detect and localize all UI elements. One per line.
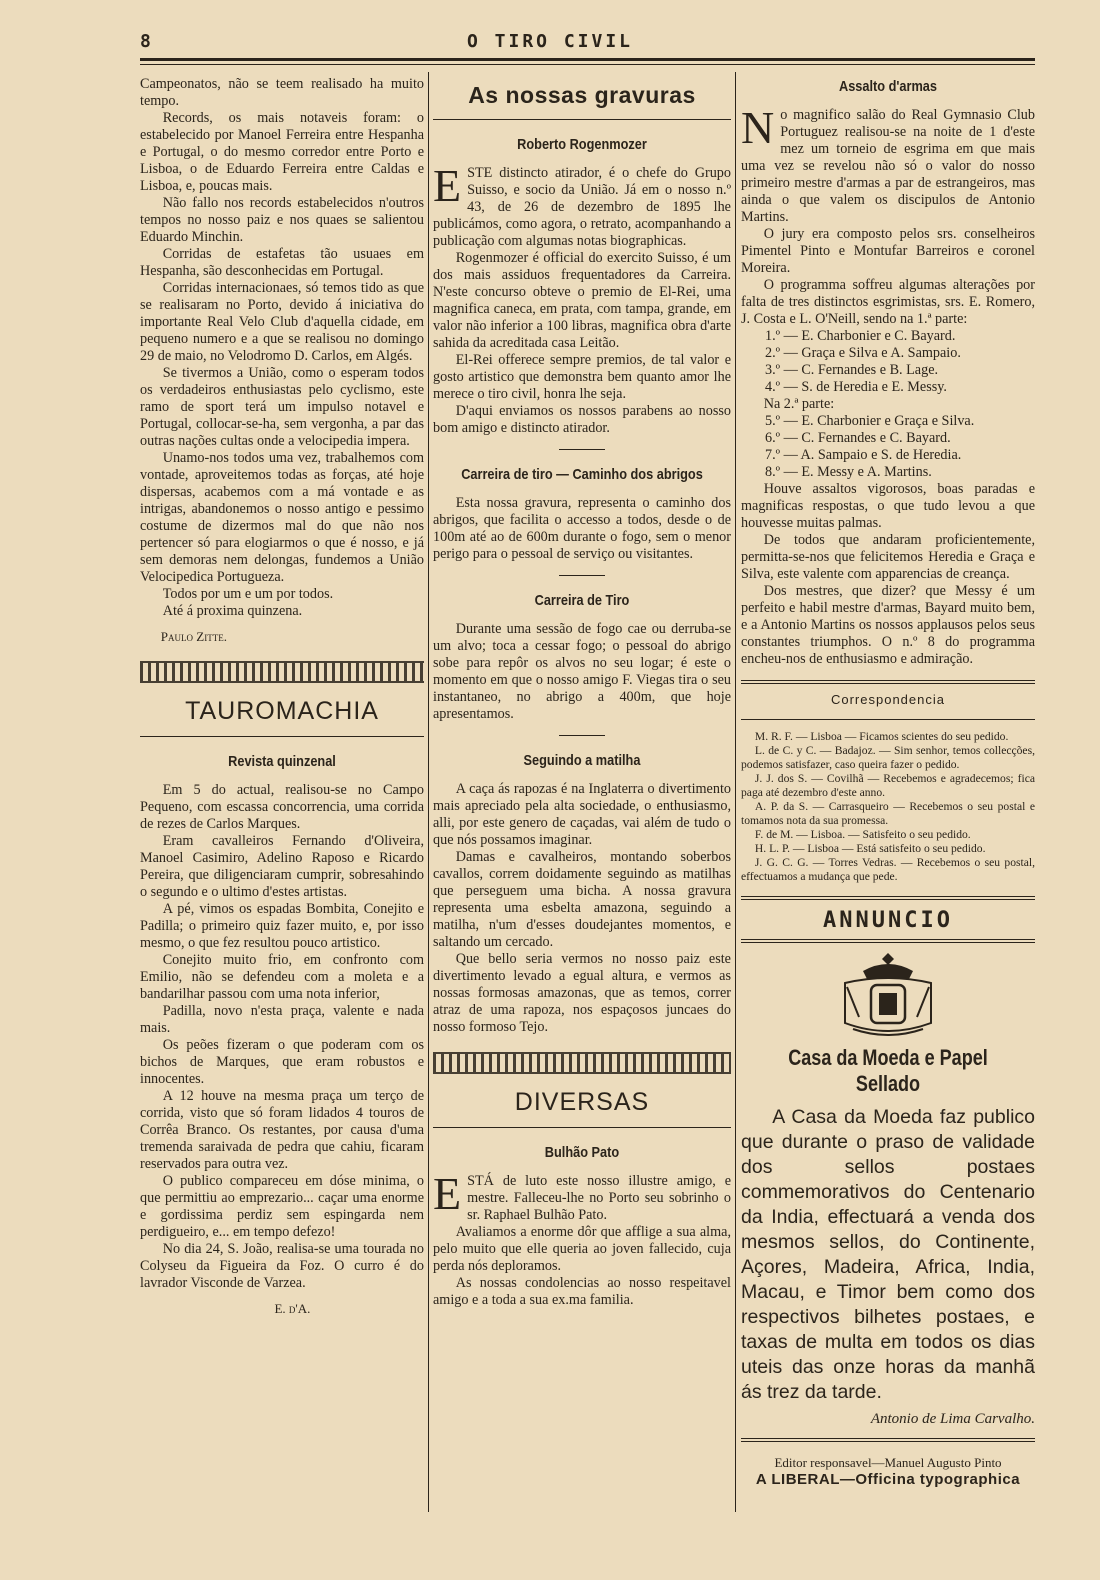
correspondence-item: A. P. da S. — Carrasqueiro — Recebemos o seu postal e tomamos nota da sua promessa. [741,800,1035,827]
paragraph: Que bello seria vermos no nosso paiz este divertimento levado a egual altura, e vermos as nossas formosas amazonas, que as temos, correr atraz de uma rapoza, nos espaçosos juncaes do nosso formoso Tejo. [433,951,731,1035]
drop-cap: N [741,102,775,153]
paragraph: Os peões fizeram o que poderam com os bichos de Marques, que eram robustos e innocentes. [140,1037,424,1087]
paragraph: Eram cavalleiros Fernando d'Oliveira, Manoel Casimiro, Adelino Raposo e Ricardo Pereira, que diligenciaram cumprir, sobresahindo o segundo e o ultimo d'estes artistas. [140,833,424,900]
paragraph [741,102,1035,226]
paragraph-text: o magnifico salão do Real Gymnasio Club Portuguez realisou-se na noite de 1 d'este mez um torneio de esgrima em que mais uma vez se revelou não só o valor do nosso primeiro mestre d'armas a par de estrangeiros, mas ainda o que valem os discipulos de Antonio Martins. [741,107,1035,225]
paragraph: As nossas condolencias ao nosso respeitavel amigo e a toda a sua ex.ma familia. [433,1275,731,1308]
section-title: TAUROMACHIA [185,697,379,725]
correspondence-item: H. L. P. — Lisboa — Está satisfeito o seu pedido. [754,842,986,855]
advertisement-header: ANNUNCIO [823,908,953,933]
subheading: Carreira de Tiro [534,592,630,609]
paragraph: O programma soffreu algumas alterações por falta de tres distinctos esgrimistas, srs. E. Romero, J. Costa e L. O'Neill, sendo na 1.ª parte: [741,277,1035,327]
subheading: Assalto d'armas [838,78,937,95]
divider [433,119,731,120]
column-2 [433,76,731,1309]
list-item: 5.º — E. Charbonier e Graça e Silva. [765,413,975,429]
correspondence-item: F. de M. — Lisboa. — Satisfeito o seu pedido. [754,828,971,841]
advertisement-title: Casa da Moeda e Papel Sellado [788,1045,988,1096]
bout-list-part1 [741,328,1035,396]
paragraph: O jury era composto pelos srs. conselheiros Pimentel Pinto e Montufar Barreiros e coronel Moreira. [741,226,1035,276]
paragraph: De todos que andaram proficientemente, permitta-se-nos que felicitemos Heredia e Graça e Silva, este valente com apparencias de creança. [741,532,1035,582]
paragraph-text: STÁ de luto este nosso illustre amigo, e mestre. Falleceu-lhe no Porto seu sobrinho o sr. Raphael Bulhão Pato. [467,1173,731,1223]
paragraph [433,160,731,250]
page-number: 8 [140,31,152,52]
paragraph-text: STE distincto atirador, é o chefe do Grupo Suisso, e socio da União. Já em o nosso n.º 43, de 26 de dezembro de 1895 lhe publicámos, como agora, o retrato, acompanhando a publicação com algumas notas biographicas. [433,165,731,249]
paragraph: Records, os mais notaveis foram: o estabelecido por Manoel Ferreira entre Hespanha e Portugal, o do mesmo corredor entre Porto e Lisboa, o de Eduardo Ferreira entre Caldas e Lisboa, e, poucas mais. [140,110,424,194]
paragraph: Conejito muito frio, em confronto com Emilio, não se defendeu com a moleta e a bandarilhar passou com uma nota inferior, [140,952,424,1002]
masthead-title: O TIRO CIVIL [466,31,634,52]
subheading: Roberto Rogenmozer [517,136,647,153]
paragraph: D'aqui enviamos os nossos parabens ao nosso bom amigo e distincto atirador. [433,403,731,436]
correspondence-item: M. R. F. — Lisboa — Ficamos scientes do seu pedido. [754,730,1009,743]
paragraph: A caça ás rapozas é na Inglaterra o divertimento mais apreciado pela alta sociedade, o enthusiasmo, alli, por este genero de caçadas, vai além de tudo o que nós possamos imaginar. [433,781,731,848]
paragraph: A Casa da Moeda faz publico que durante o praso de validade dos sellos postaes commemorativos do Centenario da India, effectuará a venda dos mesmos sellos, do Continente, Açores, Madeira, Africa, India, Macau, e Timor bem como dos respectivos bilhetes postaes, e taxas de multa em todos os dias uteis das onze horas da manhã ás trez da tarde. [741,1106,1035,1403]
section-title: As nossas gravuras [468,82,696,108]
list-item: 8.º — E. Messy e A. Martins. [765,464,932,480]
paragraph: El-Rei offerece sempre premios, de tal valor e gosto artistico que demonstra bem quanto amor lhe merece o tiro civil, honra lhe seja. [433,352,731,402]
correspondence-title: Correspondencia [830,692,945,707]
divider [741,719,1035,720]
list-item: 2.º — Graça e Silva e A. Sampaio. [765,345,961,361]
double-rule [741,939,1035,943]
divider [559,575,605,576]
paragraph: Se tivermos a União, como o esperam todos os verdadeiros enthusiastas pelo cyclismo, este ramo de sport terá um impulso notavel e Portugal, collocar-se-ha, sem vergonha, a par das outras nações cultas onde a velocipedia impera. [140,365,424,449]
column-3 [741,76,1035,1488]
paragraph: Avaliamos a enorme dôr que afflige a sua alma, pelo muito que elle queria ao joven fallecido, cuja perda nós deploramos. [433,1224,731,1274]
header-rule-thin [140,64,1035,65]
paragraph: Até á proxima quinzena. [162,603,303,619]
author-signature: E. d'A. [274,1301,311,1316]
paragraph: Campeonatos, não se teem realisado ha muito tempo. [140,76,424,109]
bout-list-part2 [741,413,1035,481]
divider [559,735,605,736]
editor-line: Editor responsavel—Manuel Augusto Pinto [774,1455,1002,1470]
subheading: Seguindo a matilha [523,752,641,769]
paragraph: Durante uma sessão de fogo cae ou derruba-se um alvo; toca a cessar fogo; o pessoal do abrigo sobe para repôr os alvos no seu logar; é este o momento em que o nosso amigo F. Viegas tira o seu instantaneo, no abrigo a 400m, que hoje apresentamos. [433,621,731,722]
paragraph: Corridas de estafetas tão usuaes em Hespanha, são desconhecidas em Portugal. [140,246,424,279]
divider [140,736,424,737]
paragraph: Todos por um e um por todos. [162,586,334,602]
correspondence-item: J. G. C. G. — Torres Vedras. — Recebemos o seu postal, effectuamos a mudança que pede. [741,856,1035,883]
paragraph: Não fallo nos records estabelecidos n'outros tempos no nosso paiz e nos quaes se salientou Eduardo Minchin. [140,195,424,245]
correspondence-item: J. J. dos S. — Covilhã — Recebemos e agradecemos; fica paga até dezembro d'este anno. [741,772,1035,799]
author-signature: Paulo Zitte. [160,629,227,644]
paragraph: Dos mestres, que dizer? que Messy é um perfeito e habil mestre d'armas, Bayard muito bem, e a Antonio Martins os nossos applausos pelos seus constantes triumphos. O n.º 8 do programma encheu-nos de enthusiasmo e admiração. [741,583,1035,667]
subheading: Revista quinzenal [228,753,336,770]
ornamental-border [433,1052,731,1074]
header-rule [140,58,1035,61]
paragraph: Padilla, novo n'esta praça, valente e nada mais. [140,1003,424,1036]
column-divider [735,72,736,1512]
list-item: 3.º — C. Fernandes e B. Lage. [765,362,939,378]
subheading: Bulhão Pato [544,1144,620,1161]
ornamental-border [140,661,424,683]
paragraph: Na 2.ª parte: [763,396,835,412]
double-rule [741,680,1035,684]
paragraph [433,1168,731,1224]
subheading: Carreira de tiro — Caminho dos abrigos [461,466,703,483]
paragraph: No dia 24, S. João, realisa-se uma tourada no Colyseu da Figueira da Foz. O curro é do lavrador Visconde de Varzea. [140,1241,424,1291]
paragraph: Rogenmozer é official do exercito Suisso, é um dos mais assiduos frequentadores da Carreira. N'este concurso obteve o premio de El-Rei, uma magnifica caneca, em prata, com tampa, grande, em valor não inferior a 100 libras, magnifica obra d'arte sahida da acreditada casa Leitão. [433,250,731,351]
list-item: 7.º — A. Sampaio e S. de Heredia. [765,447,962,463]
paragraph: Corridas internacionaes, só temos tido as que se realisaram no Porto, devido á iniciativa do importante Real Velo Club d'aquella cidade, em pequeno numero e a que se realisou no domingo 29 de maio, no Velodromo D. Carlos, em Algés. [140,280,424,364]
royal-crest-icon [833,949,943,1039]
paragraph: Houve assaltos vigorosos, boas paradas e magnificas respostas, o que tudo levou a que houvesse muitas palmas. [741,481,1035,531]
drop-cap: E [433,160,462,211]
divider [559,449,605,450]
advertisement-signature: Antonio de Lima Carvalho. [870,1411,1035,1427]
paragraph: Esta nossa gravura, representa o caminho dos abrigos, que facilita o accesso a todos, desde o de 100m até ao de 600m durante o fogo, sem o menor perigo para o pessoal de serviço ou visitantes. [433,495,731,562]
column-divider [428,72,429,1512]
printer-line: A LIBERAL—Officina typographica [755,1471,1021,1488]
column-1 [140,76,424,1317]
paragraph: Damas e cavalheiros, montando soberbos cavallos, correm doidamente seguindo as matilhas que perseguem uma bicha. A nossa gravura representa uma esbelta amazona, seguindo a matilha, n'um d'esses doudejantes momentos, e saltando um cercado. [433,849,731,950]
paragraph: O publico compareceu em dóse minima, o que permittiu ao emprezario... caçar uma enorme e gordissima perdiz sem espingarda nem perdigueiro, e... em tempo defezo! [140,1173,424,1240]
double-rule [741,896,1035,900]
section-title: DIVERSAS [514,1088,650,1116]
paragraph: A 12 houve na mesma praça um terço de corrida, visto que só foram lidados 4 touros de Corrêa Branco. Os restantes, por causa d'uma tremenda saraivada de pedra que cahiu, ficaram reservados para outra vez. [140,1088,424,1172]
list-item: 6.º — C. Fernandes e C. Bayard. [765,430,951,446]
divider [433,1127,731,1128]
paragraph: Unamo-nos todos uma vez, trabalhemos com vontade, aproveitemos todas as forças, até hoje dispersas, acabemos com a má vontade e as intrigas, abandonemos o nosso antigo e pessimo costume de dizermos mal do que não nos pertencer só para elogiarmos o que é nosso, e já sem demoras nem delongas, fundemos a União Velocipedica Portugueza. [140,450,424,585]
list-item: 1.º — E. Charbonier e C. Bayard. [765,328,956,344]
list-item: 4.º — S. de Heredia e E. Messy. [765,379,947,395]
paragraph: A pé, vimos os espadas Bombita, Conejito e Padilla; o primeiro quiz fazer muito, e, por isso mesmo, o que fez resultou pouco artistico. [140,901,424,951]
paragraph: Em 5 do actual, realisou-se no Campo Pequeno, com escassa concorrencia, uma corrida de rezes de Carlos Marques. [140,782,424,832]
advertisement-body [741,1105,1035,1405]
drop-cap: E [433,1168,462,1219]
correspondence-item: L. de C. y C. — Badajoz. — Sim senhor, temos collecções, podemos satisfazer, caso queira fazer o pedido. [741,744,1035,771]
double-rule [741,1438,1035,1442]
correspondence-list [741,730,1035,884]
